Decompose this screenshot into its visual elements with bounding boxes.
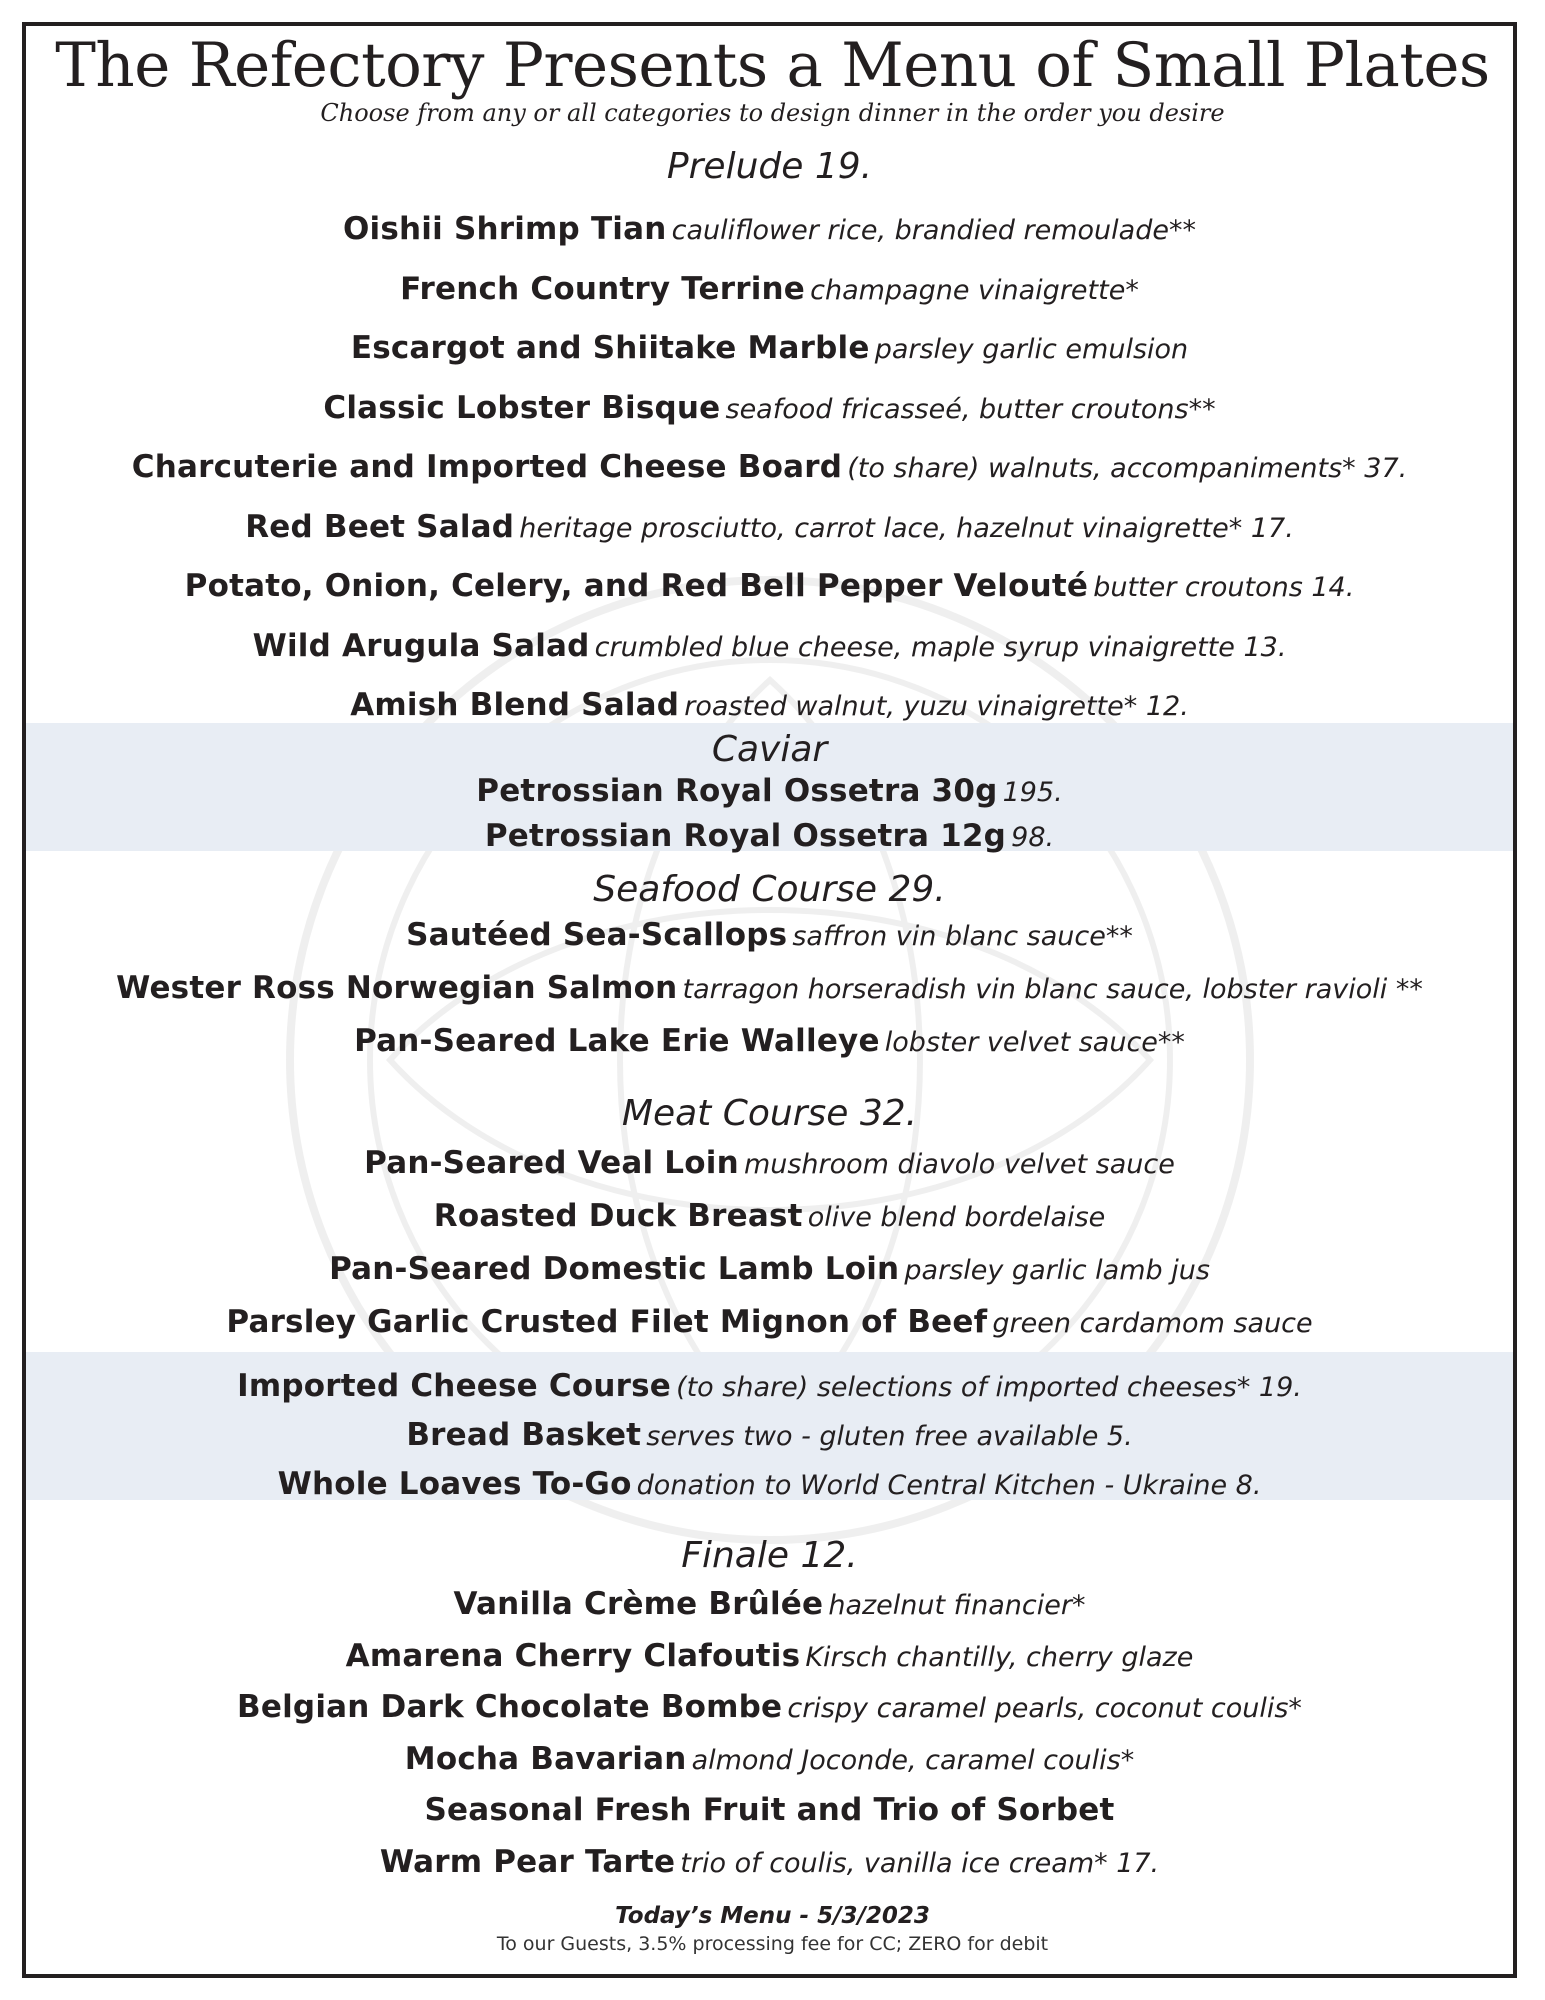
- menu-item-description: trio of coulis, vanilla ice cream* 17.: [680, 1847, 1160, 1879]
- menu-item: [26, 911, 1513, 964]
- menu-item: [26, 262, 1513, 322]
- menu-title: The Refectory Presents a Menu of Small Plates: [55, 30, 1490, 101]
- menu-item: [26, 381, 1513, 441]
- menu-item: [26, 1787, 1513, 1839]
- menu-item-description: 195.: [1002, 777, 1063, 808]
- menu-subtitle: Choose from any or all categories to design dinner in the order you desire: [320, 99, 1225, 127]
- menu-item: [26, 202, 1513, 262]
- menu-item-description: mushroom diavolo velvet sauce: [743, 1149, 1175, 1180]
- menu-item-description: 98.: [1011, 822, 1055, 853]
- section-extras: [26, 1364, 1513, 1511]
- menu-item: [26, 440, 1513, 500]
- menu-item-name: Escargot and Shiitake Marble: [350, 330, 870, 366]
- menu-item-name: Roasted Duck Breast: [433, 1198, 803, 1234]
- menu-item-name: Seasonal Fresh Fruit and Trio of Sorbet: [424, 1792, 1115, 1828]
- menu-item: [26, 816, 1513, 861]
- menu-item: [26, 1684, 1513, 1736]
- menu-item-description: heritage prosciutto, carrot lace, hazelnut vinaigrette* 17.: [519, 512, 1294, 544]
- menu-item-name: Classic Lobster Bisque: [323, 389, 721, 426]
- menu-item: [26, 1736, 1513, 1788]
- menu-item-description: crispy caramel pearls, coconut coulis*: [787, 1693, 1302, 1724]
- menu-item-description: Kirsch chantilly, cherry glaze: [805, 1641, 1194, 1673]
- menu-item-name: Imported Cheese Course: [237, 1368, 671, 1404]
- section-caviar: [26, 729, 1513, 861]
- menu-date: Today’s Menu - 5/3/2023: [615, 1903, 930, 1929]
- menu-item: [26, 1839, 1513, 1891]
- menu-item-description: donation to World Central Kitchen - Ukraine 8.: [636, 1470, 1262, 1501]
- section-finale: [26, 1535, 1513, 1890]
- menu-item-description: butter croutons 14.: [1093, 572, 1355, 603]
- menu-item: [26, 1192, 1513, 1245]
- menu-item: [26, 771, 1513, 816]
- menu-item-description: green cardamom sauce: [992, 1308, 1313, 1339]
- menu-item-name: Charcuterie and Imported Cheese Board: [131, 449, 843, 485]
- menu-item-name: Bread Basket: [406, 1417, 642, 1453]
- menu-item: [26, 1298, 1513, 1351]
- menu-item-description: cauliflower rice, brandied remoulade**: [671, 215, 1196, 246]
- menu-item-description: seafood fricasseé, butter croutons**: [725, 393, 1216, 425]
- menu-item-name: Sautéed Sea-Scallops: [406, 917, 788, 953]
- section-seafood: [26, 869, 1513, 1070]
- menu-item: [26, 619, 1513, 679]
- menu-item-name: Wester Ross Norwegian Salmon: [116, 970, 678, 1006]
- section-heading: Finale 12.: [681, 1535, 858, 1576]
- menu-item: [26, 1017, 1513, 1070]
- menu-item-name: Parsley Garlic Crusted Filet Mignon of Beef: [226, 1304, 988, 1340]
- section-heading: Prelude 19.: [666, 146, 873, 187]
- menu-item: [26, 964, 1513, 1017]
- menu-item: [26, 1245, 1513, 1298]
- menu-item-name: Mocha Bavarian: [404, 1740, 687, 1777]
- menu-item-description: champagne vinaigrette*: [810, 274, 1139, 306]
- menu-item-description: parsley garlic lamb jus: [904, 1255, 1210, 1286]
- section-heading: Meat Course 32.: [621, 1093, 918, 1134]
- menu-item-description: olive blend bordelaise: [807, 1202, 1106, 1233]
- menu-item-name: Belgian Dark Chocolate Bombe: [237, 1689, 783, 1725]
- menu-item-name: Amarena Cherry Clafoutis: [345, 1637, 801, 1674]
- menu-item-name: Red Beet Salad: [245, 508, 515, 545]
- menu-item: [26, 321, 1513, 381]
- menu-item-description: lobster velvet sauce**: [884, 1027, 1185, 1058]
- menu-item: [26, 1633, 1513, 1685]
- menu-item-description: almond Joconde, caramel coulis*: [691, 1744, 1135, 1776]
- menu-item-name: Pan-Seared Veal Loin: [364, 1145, 739, 1181]
- menu-item-name: Whole Loaves To-Go: [277, 1466, 632, 1502]
- section-meat: [26, 1093, 1513, 1351]
- menu-item: [26, 1364, 1513, 1413]
- menu-item-name: Amish Blend Salad: [350, 687, 680, 723]
- menu-item: [26, 559, 1513, 619]
- menu-item: [26, 1581, 1513, 1633]
- section-heading: Caviar: [711, 729, 828, 770]
- menu-item: [26, 1462, 1513, 1511]
- menu-item-name: Vanilla Crème Brûlée: [453, 1586, 824, 1622]
- menu-item-description: hazelnut financier*: [828, 1590, 1086, 1621]
- processing-fee-note: To our Guests, 3.5% processing fee for CC; ZERO for debit: [496, 1933, 1049, 1955]
- menu-item-description: saffron vin blanc sauce**: [792, 921, 1133, 952]
- menu-item-name: Wild Arugula Salad: [252, 627, 590, 664]
- menu-item-description: tarragon horseradish vin blanc sauce, lobster ravioli **: [682, 974, 1423, 1005]
- menu-item-description: parsley garlic emulsion: [874, 334, 1189, 365]
- menu-item-name: Warm Pear Tarte: [379, 1843, 676, 1880]
- menu-item-name: Pan-Seared Lake Erie Walleye: [354, 1023, 880, 1059]
- menu-item-description: serves two - gluten free available 5.: [646, 1421, 1133, 1452]
- menu-item: [26, 1413, 1513, 1462]
- menu-item-description: crumbled blue cheese, maple syrup vinaigrette 13.: [594, 631, 1287, 663]
- menu-item-description: (to share) walnuts, accompaniments* 37.: [847, 453, 1408, 484]
- menu-item-description: roasted walnut, yuzu vinaigrette* 12.: [684, 691, 1189, 722]
- menu-item-name: French Country Terrine: [400, 270, 806, 307]
- section-heading: Seafood Course 29.: [593, 869, 946, 910]
- menu-item: [26, 500, 1513, 560]
- menu-item-name: Oishii Shrimp Tian: [343, 211, 667, 247]
- menu-item: [26, 1139, 1513, 1192]
- menu-item-name: Petrossian Royal Ossetra 12g: [484, 818, 1007, 854]
- menu-item-name: Potato, Onion, Celery, and Red Bell Pepper Velouté: [184, 568, 1089, 604]
- menu-item-description: (to share) selections of imported cheeses* 19.: [676, 1372, 1302, 1403]
- section-prelude: [26, 146, 1513, 738]
- menu-item-name: Petrossian Royal Ossetra 30g: [476, 773, 998, 809]
- menu-item-name: Pan-Seared Domestic Lamb Loin: [329, 1251, 900, 1287]
